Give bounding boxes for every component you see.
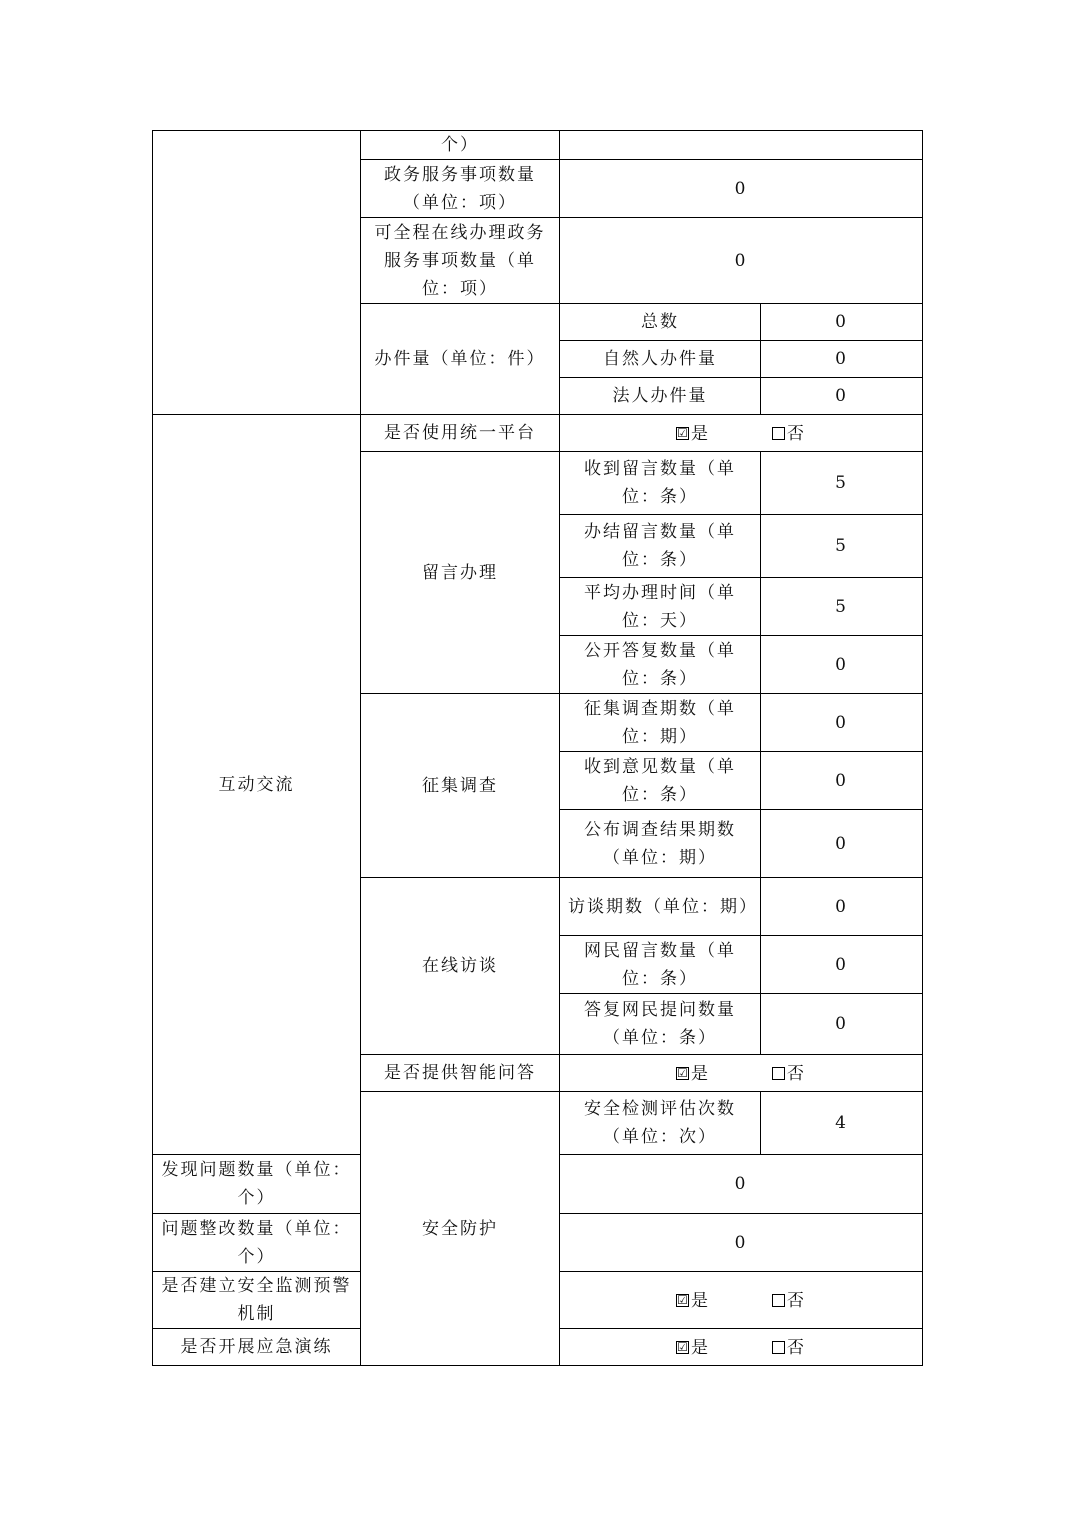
row-value (560, 131, 923, 160)
sub-label: 自然人办件量 (560, 341, 761, 378)
no-option[interactable] (772, 1287, 806, 1315)
no-label: 否 (787, 1337, 806, 1358)
row-label: 个） (361, 131, 560, 160)
section-label: 安全防护 (361, 1092, 560, 1366)
checked-box-icon[interactable]: ☑ (677, 426, 688, 441)
checked-box-icon[interactable]: ☑ (677, 1066, 688, 1081)
sub-value: 5 (761, 515, 923, 578)
sub-value: 5 (761, 452, 923, 515)
row-label: 是否提供智能问答 (361, 1055, 560, 1092)
sub-value: 0 (761, 636, 923, 694)
yes-label: 是 (691, 423, 710, 444)
row-value: 0 (560, 1155, 923, 1214)
yes-no-cell (560, 415, 923, 452)
group-label: 留言办理 (361, 452, 560, 694)
table-row (153, 131, 923, 160)
row-value: 0 (560, 160, 923, 218)
yes-option[interactable] (676, 420, 710, 448)
sub-value: 0 (761, 878, 923, 936)
empty-box-icon[interactable] (772, 1341, 785, 1354)
sub-label: 法人办件量 (560, 378, 761, 415)
row-value: 0 (560, 218, 923, 304)
yes-option[interactable] (676, 1334, 710, 1362)
sub-value: 0 (761, 810, 923, 878)
row-label: 政务服务事项数量（单位：项） (361, 160, 560, 218)
sub-value: 0 (761, 694, 923, 752)
report-table (152, 130, 923, 1366)
checked-box-icon[interactable]: ☑ (677, 1340, 688, 1355)
no-option[interactable] (772, 1060, 806, 1088)
section-cell-empty (153, 131, 361, 415)
empty-box-icon[interactable] (772, 1294, 785, 1307)
row-label: 安全检测评估次数（单位：次） (560, 1092, 761, 1155)
row-label: 是否建立安全监测预警机制 (153, 1272, 361, 1329)
sub-label: 收到留言数量（单位：条） (560, 452, 761, 515)
sub-value: 0 (761, 304, 923, 341)
row-label: 发现问题数量（单位：个） (153, 1155, 361, 1214)
no-label: 否 (787, 423, 806, 444)
section-label: 互动交流 (153, 415, 361, 1155)
checked-box-icon[interactable]: ☑ (677, 1293, 688, 1308)
no-option[interactable] (772, 1334, 806, 1362)
sub-value: 0 (761, 378, 923, 415)
table-row (153, 415, 923, 452)
sub-label: 网民留言数量（单位：条） (560, 936, 761, 994)
sub-value: 0 (761, 341, 923, 378)
sub-label: 访谈期数（单位：期） (560, 878, 761, 936)
row-value: 4 (761, 1092, 923, 1155)
yes-no-cell (560, 1055, 923, 1092)
no-label: 否 (787, 1290, 806, 1311)
empty-box-icon[interactable] (772, 1067, 785, 1080)
row-label: 是否使用统一平台 (361, 415, 560, 452)
yes-label: 是 (691, 1290, 710, 1311)
sub-label: 答复网民提问数量（单位：条） (560, 994, 761, 1055)
yes-no-cell (560, 1272, 923, 1329)
sub-label: 公开答复数量（单位：条） (560, 636, 761, 694)
sub-label: 公布调查结果期数（单位：期） (560, 810, 761, 878)
yes-option[interactable] (676, 1060, 710, 1088)
row-label: 是否开展应急演练 (153, 1329, 361, 1366)
group-label: 办件量（单位：件） (361, 304, 560, 415)
yes-no-cell (560, 1329, 923, 1366)
sub-value: 0 (761, 994, 923, 1055)
no-label: 否 (787, 1063, 806, 1084)
empty-box-icon[interactable] (772, 427, 785, 440)
group-label: 征集调查 (361, 694, 560, 878)
sub-label: 平均办理时间（单位：天） (560, 578, 761, 636)
sub-label: 总数 (560, 304, 761, 341)
row-value: 0 (560, 1214, 923, 1272)
sub-value: 0 (761, 936, 923, 994)
yes-label: 是 (691, 1063, 710, 1084)
group-label: 在线访谈 (361, 878, 560, 1055)
row-label: 问题整改数量（单位：个） (153, 1214, 361, 1272)
sub-label: 收到意见数量（单位：条） (560, 752, 761, 810)
sub-label: 征集调查期数（单位：期） (560, 694, 761, 752)
yes-label: 是 (691, 1337, 710, 1358)
sub-value: 0 (761, 752, 923, 810)
row-label: 可全程在线办理政务服务事项数量（单位：项） (361, 218, 560, 304)
sub-label: 办结留言数量（单位：条） (560, 515, 761, 578)
no-option[interactable] (772, 420, 806, 448)
yes-option[interactable] (676, 1287, 710, 1315)
sub-value: 5 (761, 578, 923, 636)
